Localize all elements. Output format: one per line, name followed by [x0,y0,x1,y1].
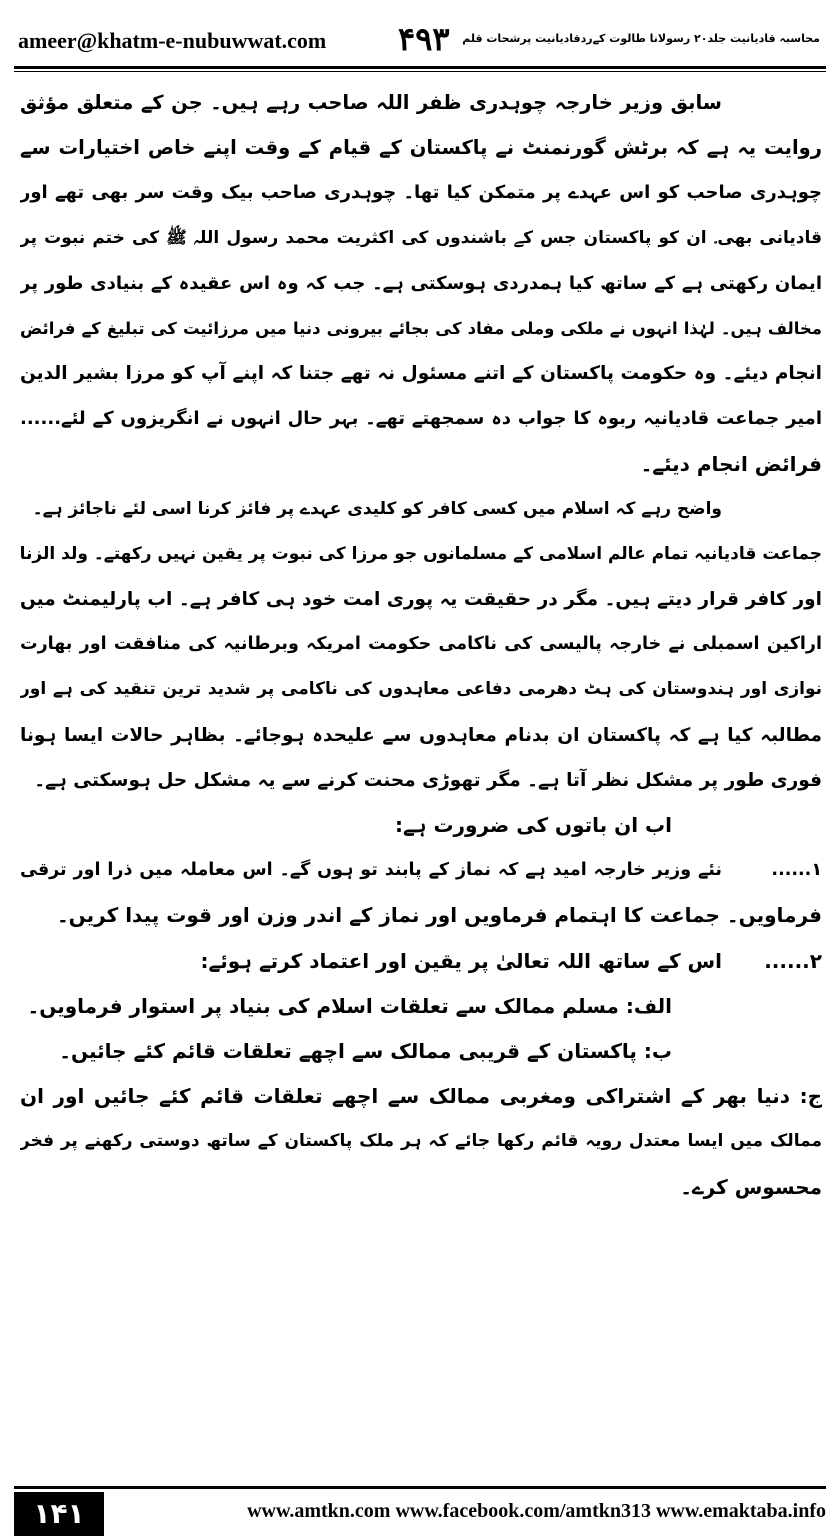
page-header [14,20,826,66]
body-text [20,80,822,1210]
list-item-text: نئے وزیر خارجہ امید ہے کہ نماز کے پابند تو ہوں گے۔ اس معاملہ میں ذرا اور ترقی [20,860,722,881]
text-line: فرماویں۔ جماعت کا اہتمام فرماویں اور نماز کے اندر وزن اور قوت پیدا کریں۔ [56,903,822,928]
text-line: اب ان باتوں کی ضرورت ہے: [395,813,672,837]
text-line: فرائض انجام دیئے۔ [640,451,822,476]
text-line: سابق وزیر خارجہ چوہدری ظفر اللہ صاحب رہے ہیں۔ جن کے متعلق مؤثق [20,91,722,114]
sub-item: ج: دنیا بھر کے اشتراکی ومغربی ممالک سے اچھے تعلقات قائم کئے جائیں اور ان [20,1084,822,1109]
footer-links: www.amtkn.com www.facebook.com/amtkn313 www.emaktaba.info [247,1500,826,1522]
text-line: امیر جماعت قادیانیہ ربوہ کا جواب دہ سمجھتے تھے۔ بہر حال انہوں نے انگریزوں کے لئے...... [20,408,822,430]
list-item-number: ۲...... [764,948,822,973]
text-line: اور کافر قرار دیتے ہیں۔ مگر در حقیقت یہ پوری امت خود ہی کافر ہے۔ اب پارلیمنٹ میں [20,589,822,611]
header-divider-thin [14,71,826,72]
text-line: ایمان رکھتی ہے کے ساتھ کیا ہمدردی ہوسکتی ہے۔ جب کہ وہ اس عقیدہ کے بنیادی طور پر [20,272,822,294]
text-line: محسوس کرے۔ [680,1174,822,1199]
header-page-number: ۴۹۳ [398,20,450,58]
text-line: نوازی اور ہندوستان کی ہٹ دھرمی دفاعی معاہدوں کی ناکامی پر شدید ترین تنقید کی ہے اور [20,679,822,700]
header-divider [14,66,826,69]
text-line: ممالک میں ایسا معتدل رویہ قائم رکھا جائے کہ ہر ملک پاکستان کے ساتھ دوستی رکھنے پر فخر [20,1131,822,1152]
list-item-number: ۱...... [771,860,822,881]
text-line: چوہدری صاحب کو اس عہدے پر متمکن کیا تھا۔ چوہدری صاحب بیک وقت سر بھی تھے اور [20,182,822,204]
text-line: قادیانی بھی۔ ان کو پاکستان جس کے باشندوں کی اکثریت محمد رسول اللہ ﷺ کی ختم نبوت پر [20,227,822,248]
text-line: مطالبہ کیا ہے کہ پاکستان ان بدنام معاہدوں سے علیحدہ ہوجائے۔ بظاہر حالات ایسا ہونا [20,724,822,746]
list-item [20,939,822,984]
list-item [20,848,822,893]
footer-divider [14,1486,826,1489]
text-line: روایت یہ ہے کہ برٹش گورنمنٹ نے پاکستان کے قیام کے وقت اپنے خاص اختیارات سے [20,136,822,160]
list-item-text: اس کے ساتھ اللہ تعالیٰ پر یقین اور اعتماد کرتے ہوئے: [200,948,722,973]
footer-page-number: ۱۴۱ [14,1492,104,1536]
header-email: ameer@khatm-e-nubuwwat.com [18,28,327,53]
page-footer [14,1492,826,1536]
header-book-title: محاسبہ قادیانیت جلد۲۰ رسولانا طالوت کےردقادیانیت پرشحات قلم [462,32,820,45]
text-line: جماعت قادیانیہ تمام عالم اسلامی کے مسلمانوں جو مرزا کی نبوت پر یقین نہیں رکھتے۔ ولد الزنا [20,543,822,564]
text-line: اراکین اسمبلی نے خارجہ پالیسی کی ناکامی حکومت امریکہ وبرطانیہ کی منافقت اور بھارت [20,634,822,655]
sub-item: الف: مسلم ممالک سے تعلقات اسلام کی بنیاد پر استوار فرماویں۔ [27,993,672,1018]
sub-item: ب: پاکستان کے قریبی ممالک سے اچھے تعلقات قائم کئے جائیں۔ [59,1038,672,1063]
text-line: مخالف ہیں۔ لہٰذا انہوں نے ملکی وملی مفاد کی بجائے بیرونی دنیا میں مرزائیت کی تبلیغ کے فرائض [20,318,822,338]
text-line: واضح رہے کہ اسلام میں کسی کافر کو کلیدی عہدے پر فائز کرنا اسی لئے ناجائز ہے۔ [32,498,722,519]
text-line: فوری طور پر مشکل نظر آتا ہے۔ مگر تھوڑی محنت کرنے سے یہ مشکل حل ہوسکتی ہے۔ [34,769,822,791]
text-line: انجام دیئے۔ وہ حکومت پاکستان کے اتنے مسئول نہ تھے جتنا کہ اپنے آپ کو مرزا بشیر الدین [20,363,822,385]
